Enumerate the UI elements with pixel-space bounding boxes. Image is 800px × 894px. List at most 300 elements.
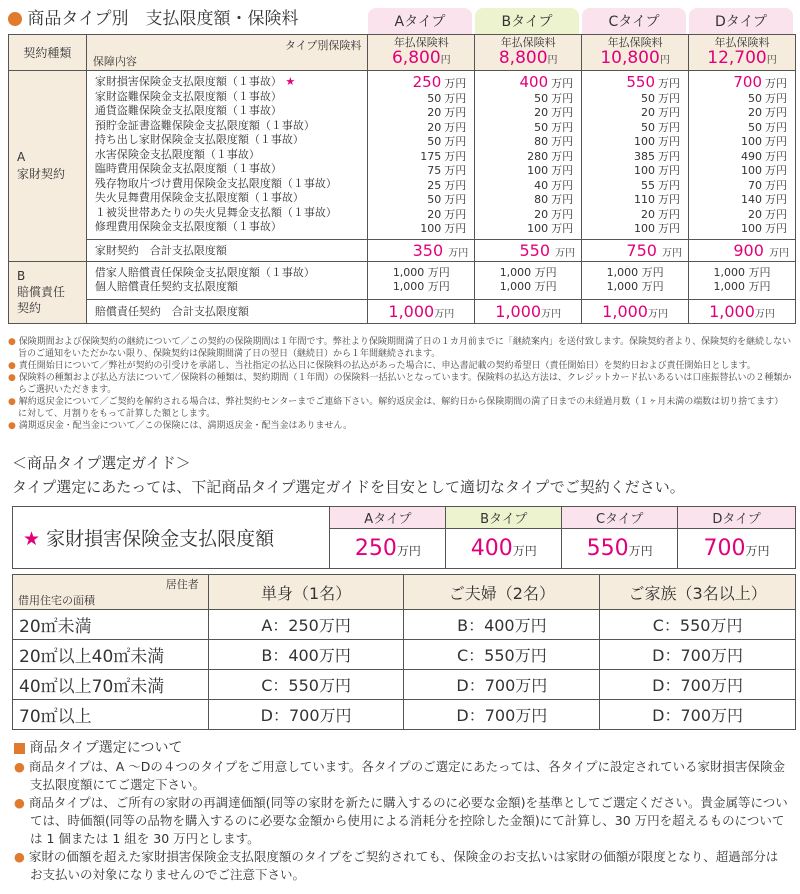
guide-value-d (678, 529, 796, 569)
value-cell (475, 75, 573, 92)
premium-a (368, 35, 475, 71)
value-number: 50 (534, 120, 549, 134)
value-cell (368, 193, 466, 208)
orange-dot-icon (8, 12, 22, 26)
table-row (13, 700, 796, 730)
value-cell (368, 164, 466, 179)
value-number: 110 (634, 193, 656, 206)
value-cell (689, 222, 787, 237)
table-cell: B：400万円 (404, 610, 600, 640)
table-cell: D：700万円 (404, 670, 600, 700)
unit: 万円 (745, 544, 770, 558)
header-family: ご家族（3名以上） (600, 575, 796, 610)
value-number: 20 (748, 106, 762, 119)
value-number: 385 (634, 149, 656, 163)
b-values-d (689, 261, 796, 299)
value-cell (368, 135, 466, 150)
unit: 万円 (765, 106, 787, 119)
value-number: 550 (626, 73, 656, 91)
about-text: 商品タイプは、A ～Dの４つのタイプをご用意しています。各タイプのご選定にあたっては、各タイプに設定されている家財損害保険金支払限度額にてご選定下さい。 (28, 759, 786, 792)
tab-plan-d: Dタイプ (689, 8, 793, 36)
value-number: 140 (741, 193, 762, 206)
section-a-letter: A (17, 149, 26, 164)
guide-value: 700 (703, 536, 746, 561)
value-cell (582, 208, 680, 223)
values-col-b (475, 71, 582, 240)
unit: 万円 (658, 193, 681, 206)
list-item (14, 794, 790, 848)
tab-plan-b: Bタイプ (475, 8, 579, 36)
value-cell (582, 135, 680, 150)
premium-value: 12,700 (707, 47, 767, 68)
coverage-table (8, 34, 796, 324)
value-number: 80 (534, 135, 549, 148)
value-number: 25 (427, 178, 442, 192)
area-cell: 20㎡以上40㎡未満 (13, 640, 209, 670)
value-cell (475, 222, 573, 237)
unit: 万円 (769, 247, 789, 259)
unit: 万円 (444, 135, 467, 148)
value-number: 50 (534, 91, 549, 105)
item-label: 家財損害保険金支払限度額（１事故） (94, 75, 282, 88)
guide-value: 400 (470, 536, 513, 561)
note-item (8, 360, 792, 372)
unit: 万円 (444, 164, 467, 177)
value-number: 250 (412, 73, 442, 91)
value-number: 20 (748, 207, 762, 221)
unit: 万円 (658, 106, 681, 119)
total-value: 750 (626, 240, 657, 260)
premium-b (475, 35, 582, 71)
b-values-b (475, 261, 582, 299)
value-number: 50 (641, 120, 656, 134)
note-text: 満期返戻金・配当金について／この保険には、満期返戻金・配当金はありません。 (18, 421, 353, 431)
guide-value: 250 (354, 536, 397, 561)
list-item: 家財盗難保険金支払限度額（１事故） (94, 89, 282, 103)
b-total-a (368, 299, 475, 323)
list-item: １被災世帯あたりの失火見舞金支払額（１事故） (94, 205, 337, 219)
unit: 万円 (754, 308, 775, 320)
bullet-icon: ● (14, 795, 25, 810)
unit: 万円 (765, 77, 787, 90)
total-d (689, 239, 796, 261)
table-cell: A：250万円 (208, 610, 404, 640)
section-a-label (9, 71, 87, 262)
section-b-name-2: 契約 (17, 301, 42, 315)
total-value: 350 (412, 240, 444, 260)
value-number: 75 (427, 164, 442, 177)
table-cell: D：700万円 (404, 700, 600, 730)
about-heading-text: 商品タイプ選定について (29, 740, 183, 756)
section-a-total-label: 家財契約 合計支払限度額 (86, 239, 368, 261)
value-cell (582, 106, 680, 121)
premium-value: 8,800 (498, 47, 548, 68)
premium-value: 6,800 (391, 47, 441, 68)
list-item: 預貯金証書盗難保険金支払限度額（１事故） (94, 118, 315, 132)
unit: 万円 (551, 222, 574, 235)
unit: 万円 (444, 149, 467, 163)
value-number: 20 (641, 207, 656, 221)
value-cell (689, 92, 787, 107)
list-item: 通貨盗難保険金支払限度額（１事故） (94, 104, 282, 117)
guide-box-label-text: 家財損害保険金支払限度額 (46, 528, 275, 550)
table-cell: D：700万円 (600, 670, 796, 700)
unit: 万円 (444, 106, 467, 119)
header-diagonal-cell (86, 35, 368, 71)
note-text: 責任開始日について／弊社が契約の引受けを承諾し、当社指定の払込日に保険料の払込があった場合に、申込書記載の契約希望日（責任開始日）を契約日および責任開始日とします。 (18, 361, 756, 371)
value-cell (689, 208, 787, 223)
value-number: 700 (733, 73, 762, 91)
guide-box-label (13, 507, 330, 569)
list-item: 借家人賠償責任保険金支払限度額（１事故） (94, 265, 315, 279)
total-c (582, 239, 689, 261)
selection-guide-table (12, 574, 796, 730)
value-cell (475, 135, 573, 150)
value-cell (475, 92, 573, 107)
b-value: 1,000 万円 (499, 280, 557, 293)
total-b (475, 239, 582, 261)
value-number: 100 (634, 222, 656, 235)
b-value: 1,000 万円 (392, 265, 450, 279)
guide-value-b (446, 529, 562, 569)
total-value: 900 (733, 240, 764, 260)
unit: 万円 (444, 193, 467, 206)
value-number: 50 (641, 91, 656, 105)
guide-plan-d: Dタイプ (678, 507, 796, 529)
value-number: 100 (741, 164, 762, 177)
b-total-c (582, 299, 689, 323)
corner-cell (13, 575, 209, 610)
unit: 万円 (658, 222, 681, 235)
section-title (8, 4, 299, 29)
value-cell (368, 150, 466, 165)
bullet-icon: ● (14, 759, 25, 774)
header-couple: ご夫婦（2名） (404, 575, 600, 610)
unit: 万円 (551, 106, 574, 119)
value-number: 50 (748, 91, 762, 105)
b-total-value: 1,000 (602, 301, 648, 321)
list-item (14, 848, 790, 884)
value-cell (582, 222, 680, 237)
about-text: 商品タイプは、ご所有の家財の再調達価額(同等の家財を新たに購入するのに必要な金額)を基準としてご選定ください。貴金属等については、時価額(同等の品物を購入するのに必要な金額から使用による消耗分を控除した金額)にて計算し、30 万円を超えるものについては 1 個または 1 組を 30 万円とします。 (28, 795, 788, 846)
b-total-b (475, 299, 582, 323)
unit: 万円 (444, 222, 467, 235)
guide-plan-a: Aタイプ (330, 507, 446, 529)
guide-value-a (330, 529, 446, 569)
table-cell: C：550万円 (600, 610, 796, 640)
value-number: 80 (534, 193, 549, 206)
guide-plan-b: Bタイプ (446, 507, 562, 529)
premium-value: 10,800 (600, 47, 660, 68)
value-number: 20 (427, 120, 442, 134)
value-number: 20 (641, 106, 656, 119)
total-value: 550 (519, 240, 551, 260)
section-b-total-label: 賠償責任契約 合計支払限度額 (86, 299, 368, 323)
note-text: 保険期間および保険契約の継続について／この契約の保険期間は１年間です。弊社より保険期間満了日の１カ月前までに「継続案内」を送付致します。保険契約者より、保険契約を継続しない旨のご通知をいただかない限り、保険契約は保険期間満了日の翌日（継続日）から１年間継続されます。 (18, 337, 792, 359)
list-item (14, 758, 790, 794)
value-cell (582, 179, 680, 194)
unit: 万円 (658, 135, 681, 148)
value-cell (582, 193, 680, 208)
table-cell: C：550万円 (208, 670, 404, 700)
guide-intro: タイプ選定にあたっては、下記商品タイプ選定ガイドを目安として適切なタイプでご契約ください。 (12, 478, 685, 496)
guide-value: 550 (586, 536, 629, 561)
value-number: 50 (748, 120, 762, 134)
guide-box (12, 506, 796, 569)
note-item (8, 372, 792, 396)
value-number: 20 (427, 207, 442, 221)
yen-unit: 円 (766, 54, 777, 66)
value-cell (582, 75, 680, 92)
list-item: 臨時費用保険金支払限度額（１事故） (94, 162, 282, 175)
area-cell: 70㎡以上 (13, 700, 209, 730)
unit: 万円 (662, 247, 683, 259)
section-a-items (86, 71, 368, 240)
unit: 万円 (551, 120, 574, 134)
guide-plan-c: Cタイプ (562, 507, 678, 529)
unit: 万円 (628, 544, 653, 558)
value-cell (368, 179, 466, 194)
plan-tabs (368, 8, 796, 36)
b-value: 1,000 万円 (606, 265, 664, 279)
premium-d (689, 35, 796, 71)
value-number: 20 (534, 207, 549, 221)
section-title-text: 商品タイプ別 支払限度額・保険料 (27, 9, 299, 29)
value-cell (368, 222, 466, 237)
b-total-value: 1,000 (388, 301, 435, 321)
value-number: 20 (534, 106, 549, 119)
value-number: 50 (427, 193, 442, 206)
unit: 万円 (765, 120, 787, 134)
table-cell: D：700万円 (208, 700, 404, 730)
guide-value-c (562, 529, 678, 569)
b-value: 1,000 万円 (606, 280, 664, 293)
bullet-icon: ● (8, 373, 16, 383)
unit: 万円 (551, 77, 574, 90)
unit: 万円 (512, 544, 537, 558)
coverage-label: 保障内容 (92, 54, 137, 68)
bullet-icon: ● (8, 337, 16, 347)
about-list (14, 758, 790, 884)
premium-label: 年払保険料 (500, 35, 556, 49)
value-cell (475, 106, 573, 121)
b-value: 1,000 万円 (713, 280, 771, 293)
unit: 万円 (765, 193, 787, 206)
table-row (13, 610, 796, 640)
list-item: 個人賠償責任契約支払限度額 (94, 280, 238, 293)
value-cell (689, 179, 787, 194)
table-row (13, 670, 796, 700)
value-cell (475, 150, 573, 165)
values-col-a (368, 71, 475, 240)
unit: 万円 (658, 178, 681, 192)
section-b-letter: B (17, 269, 26, 283)
table-cell: D：700万円 (600, 640, 796, 670)
orange-square-icon (14, 743, 25, 754)
premium-label: 年払保険料 (607, 35, 663, 49)
value-cell (368, 121, 466, 136)
unit: 万円 (658, 120, 681, 134)
unit: 万円 (541, 308, 562, 320)
values-col-d (689, 71, 796, 240)
unit: 万円 (444, 178, 467, 192)
yen-unit: 円 (440, 54, 451, 66)
list-item: 修理費用保険金支払限度額（１事故） (94, 220, 282, 233)
unit: 万円 (448, 247, 469, 259)
list-item: 水害保険金支払限度額（１事故） (94, 147, 260, 161)
unit: 万円 (551, 149, 574, 163)
unit: 万円 (444, 77, 467, 90)
value-cell (368, 75, 466, 92)
unit: 万円 (658, 149, 681, 163)
unit: 万円 (551, 207, 574, 221)
premium-c (582, 35, 689, 71)
value-number: 20 (427, 106, 442, 119)
b-total-value: 1,000 (709, 301, 755, 321)
value-cell (475, 179, 573, 194)
note-text: 保険料の種類および払込方法について／保険料の種類は、契約期間（１年間）の保険料一括払いとなっています。保険料の払込方法は、クレジットカード払いあるいは口座振替払いの２種類からご選択いただきます。 (18, 373, 792, 395)
unit: 万円 (555, 247, 576, 259)
yen-unit: 円 (547, 54, 558, 66)
corner-top: 居住者 (165, 578, 199, 591)
b-total-d (689, 299, 796, 323)
value-cell (582, 164, 680, 179)
value-number: 100 (420, 222, 442, 235)
unit: 万円 (647, 308, 668, 320)
unit: 万円 (444, 120, 467, 134)
value-number: 280 (527, 149, 549, 163)
col-contract-type: 契約種類 (9, 35, 87, 71)
section-b-name: 賠償責任 (17, 285, 66, 299)
bullet-icon: ● (14, 849, 25, 864)
table-cell: C：550万円 (404, 640, 600, 670)
unit: 万円 (765, 149, 787, 163)
unit: 万円 (765, 178, 787, 192)
value-cell (582, 92, 680, 107)
value-number: 55 (641, 178, 656, 192)
b-values-c (582, 261, 689, 299)
list-item: 失火見舞費用保険金支払限度額（１事故） (94, 191, 304, 204)
unit: 万円 (765, 222, 787, 235)
list-item (95, 75, 368, 90)
note-item (8, 336, 792, 360)
bullet-icon: ● (8, 361, 16, 371)
bullet-icon: ● (8, 421, 16, 431)
value-cell (368, 92, 466, 107)
value-number: 50 (427, 91, 442, 105)
premium-label: 年払保険料 (714, 35, 770, 49)
bullet-icon: ● (8, 397, 16, 407)
value-cell (689, 135, 787, 150)
premium-label: 年払保険料 (393, 35, 449, 49)
about-text: 家財の価額を超えた家財損害保険金支払限度額のタイプをご契約されても、保険金のお支払いは家財の価額が限度となり、超過部分はお支払いの対象になりませんのでご注意下さい。 (28, 849, 779, 882)
list-item: 持ち出し家財保険金支払限度額（１事故） (94, 133, 304, 146)
value-cell (368, 208, 466, 223)
unit: 万円 (658, 77, 681, 90)
value-number: 40 (534, 178, 549, 192)
b-value: 1,000 万円 (392, 280, 450, 293)
unit: 万円 (765, 135, 787, 148)
b-value: 1,000 万円 (499, 265, 557, 279)
note-item (8, 396, 792, 420)
notes (8, 336, 792, 432)
value-cell (582, 121, 680, 136)
unit: 万円 (765, 164, 787, 177)
value-number: 100 (634, 164, 656, 177)
note-text: 解約返戻金について／ご契約を解約される場合は、弊社契約センターまでご連絡下さい。解約返戻金は、解約日から保険期間の満了日までの未経過月数（１ヶ月未満の端数は切り捨てます）に対して、月割りをもって計算した額とします。 (18, 397, 784, 419)
yen-unit: 円 (659, 54, 670, 66)
value-number: 100 (634, 135, 656, 148)
value-cell (475, 208, 573, 223)
tab-plan-c: Cタイプ (582, 8, 686, 36)
value-cell (475, 193, 573, 208)
value-cell (368, 106, 466, 121)
star-icon: ★ (285, 75, 296, 88)
values-col-c (582, 71, 689, 240)
value-number: 70 (748, 178, 762, 192)
value-cell (475, 121, 573, 136)
value-cell (689, 106, 787, 121)
tab-plan-a: Aタイプ (368, 8, 472, 36)
unit: 万円 (551, 164, 574, 177)
unit: 万円 (765, 91, 787, 105)
total-a (368, 239, 475, 261)
table-cell: B：400万円 (208, 640, 404, 670)
unit: 万円 (396, 544, 421, 558)
value-cell (689, 164, 787, 179)
value-number: 100 (527, 222, 549, 235)
table-row (13, 640, 796, 670)
value-cell (689, 150, 787, 165)
section-b-items (86, 261, 368, 299)
value-cell (582, 150, 680, 165)
star-icon: ★ (23, 528, 41, 550)
corner-bottom: 借用住宅の面積 (18, 594, 95, 607)
b-total-value: 1,000 (495, 301, 542, 321)
unit: 万円 (658, 91, 681, 105)
unit: 万円 (551, 178, 574, 192)
unit: 万円 (551, 91, 574, 105)
value-number: 100 (741, 135, 762, 148)
value-number: 100 (527, 164, 549, 177)
b-value: 1,000 万円 (713, 265, 771, 279)
value-number: 400 (519, 73, 549, 91)
value-cell (689, 193, 787, 208)
unit: 万円 (444, 207, 467, 221)
unit: 万円 (551, 193, 574, 206)
unit: 万円 (765, 207, 787, 221)
value-number: 100 (741, 222, 762, 235)
unit: 万円 (658, 207, 681, 221)
unit: 万円 (444, 91, 467, 105)
unit: 万円 (551, 135, 574, 148)
list-item: 残存物取片づけ費用保険金支払限度額（１事故） (94, 176, 337, 190)
value-number: 175 (420, 149, 442, 163)
area-cell: 20㎡未満 (13, 610, 209, 640)
guide-heading: ＜商品タイプ選定ガイド＞ (12, 454, 191, 472)
unit: 万円 (658, 164, 681, 177)
value-cell (475, 164, 573, 179)
value-number: 490 (741, 149, 762, 163)
premium-by-type-label: タイプ別保険料 (284, 38, 362, 52)
note-item (8, 420, 792, 432)
section-b-label (9, 261, 87, 323)
about-heading (14, 737, 182, 757)
area-cell: 40㎡以上70㎡未満 (13, 670, 209, 700)
unit: 万円 (434, 308, 455, 320)
value-cell (689, 121, 787, 136)
header-single: 単身（1名） (208, 575, 404, 610)
